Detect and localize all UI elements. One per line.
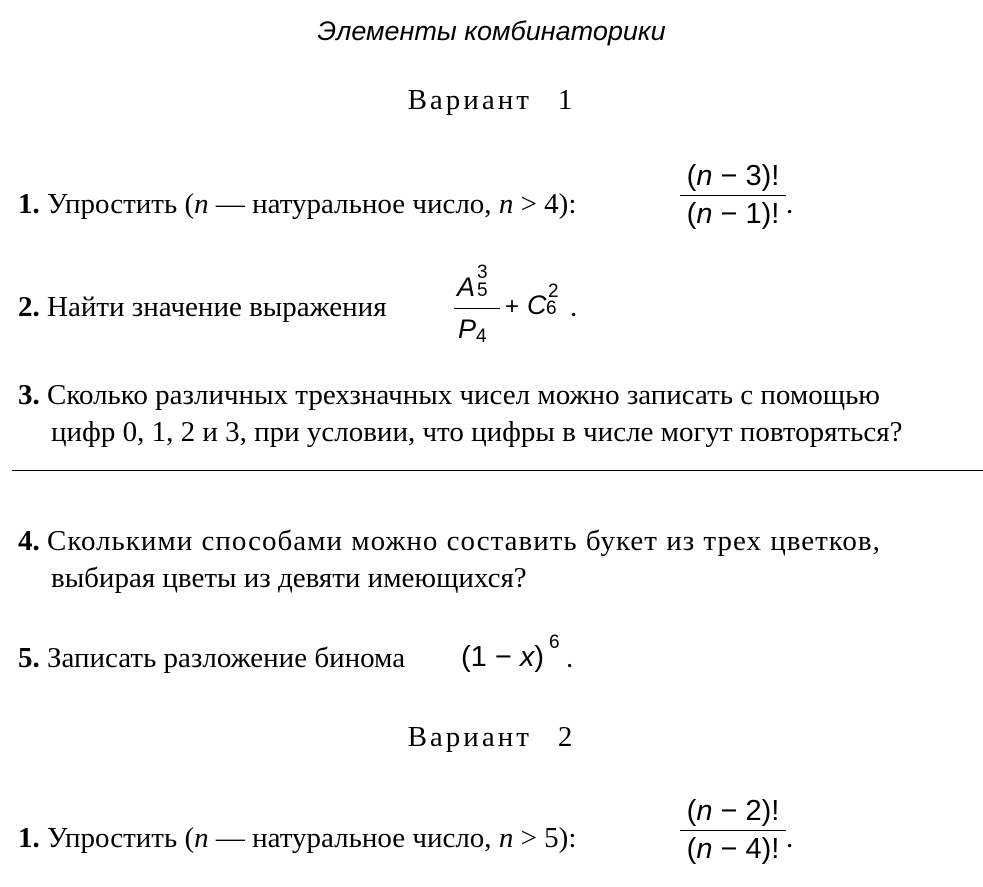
superscript: 3: [477, 262, 488, 283]
task-number: 1.: [18, 188, 40, 220]
task-text: Записать разложение бинома: [47, 642, 406, 674]
fraction-bar: [680, 195, 786, 196]
v1-task-3-line-2: цифр 0, 1, 2 и 3, при условии, что цифры в числе могут повторяться?: [51, 416, 903, 448]
task-line-1: Сколькими способами можно составить букет из трех цветков,: [47, 525, 881, 557]
task-text: Найти значение выражения: [47, 291, 387, 323]
task-text-a: Упростить (: [47, 188, 195, 220]
variant-word: Вариант: [407, 84, 532, 116]
var-n: n: [498, 188, 514, 220]
variant-word: Вариант: [407, 721, 532, 753]
var-n: n: [194, 822, 209, 854]
section-divider: [12, 470, 983, 471]
v1-task-4-line-2: выбирая цветы из девяти имеющихся?: [51, 562, 527, 594]
v1-task-4: [18, 523, 881, 560]
task-text-b: — натуральное число,: [208, 822, 499, 854]
task-number: 4.: [18, 525, 40, 557]
v1-task-3: [18, 377, 880, 414]
symbol-P: P: [458, 314, 477, 344]
fraction-bar: [680, 830, 786, 831]
subscript: 5: [477, 280, 488, 301]
symbol-A: A: [457, 272, 476, 302]
var-n: n: [194, 188, 209, 220]
plus-sign: +: [505, 293, 520, 320]
variant-2-heading: [0, 721, 983, 754]
document-title: Элементы комбинаторики: [317, 16, 666, 46]
v2-task-1-fraction: [680, 795, 786, 866]
fraction-denominator: (n − 1)!: [686, 198, 780, 230]
variant-1-heading: [0, 84, 983, 117]
task-text-b: — натуральное число,: [208, 188, 499, 220]
fraction-numerator: (n − 2)!: [686, 795, 780, 827]
v1-task-5: [18, 640, 405, 677]
var-n: n: [498, 822, 514, 854]
variant-number: 1: [557, 84, 576, 116]
v2-task-1: [18, 820, 576, 857]
binomial-expression: (1 − x): [461, 641, 545, 673]
binomial-power: 6: [549, 632, 560, 653]
variant-number: 2: [557, 721, 576, 753]
v1-task-5-tail: .: [566, 642, 574, 674]
task-text-a: Упростить (: [47, 822, 195, 854]
v1-task-2: [18, 289, 387, 326]
subscript: 4: [476, 326, 487, 347]
task-number: 1.: [18, 822, 40, 854]
fraction-bar: [454, 308, 500, 309]
v1-task-1: [18, 186, 576, 223]
subscript: 6: [546, 298, 557, 319]
v2-task-1-tail: .: [786, 822, 794, 854]
fraction-denominator: (n − 4)!: [686, 833, 780, 865]
v1-task-2-tail: .: [570, 291, 578, 323]
task-text-c: > 5):: [513, 822, 577, 854]
fraction-numerator: (n − 3)!: [686, 160, 780, 192]
task-number: 3.: [18, 379, 40, 411]
task-number: 2.: [18, 291, 40, 323]
task-text-c: > 4):: [513, 188, 577, 220]
v1-task-1-tail: .: [786, 188, 794, 220]
superscript: 2: [548, 281, 559, 302]
task-line-1: Сколько различных трехзначных чисел можно записать с помощью: [47, 379, 880, 411]
task-number: 5.: [18, 642, 40, 674]
symbol-C: C: [527, 290, 547, 320]
v1-task-1-fraction: [680, 160, 786, 231]
v1-task-2-fraction: [454, 262, 500, 356]
